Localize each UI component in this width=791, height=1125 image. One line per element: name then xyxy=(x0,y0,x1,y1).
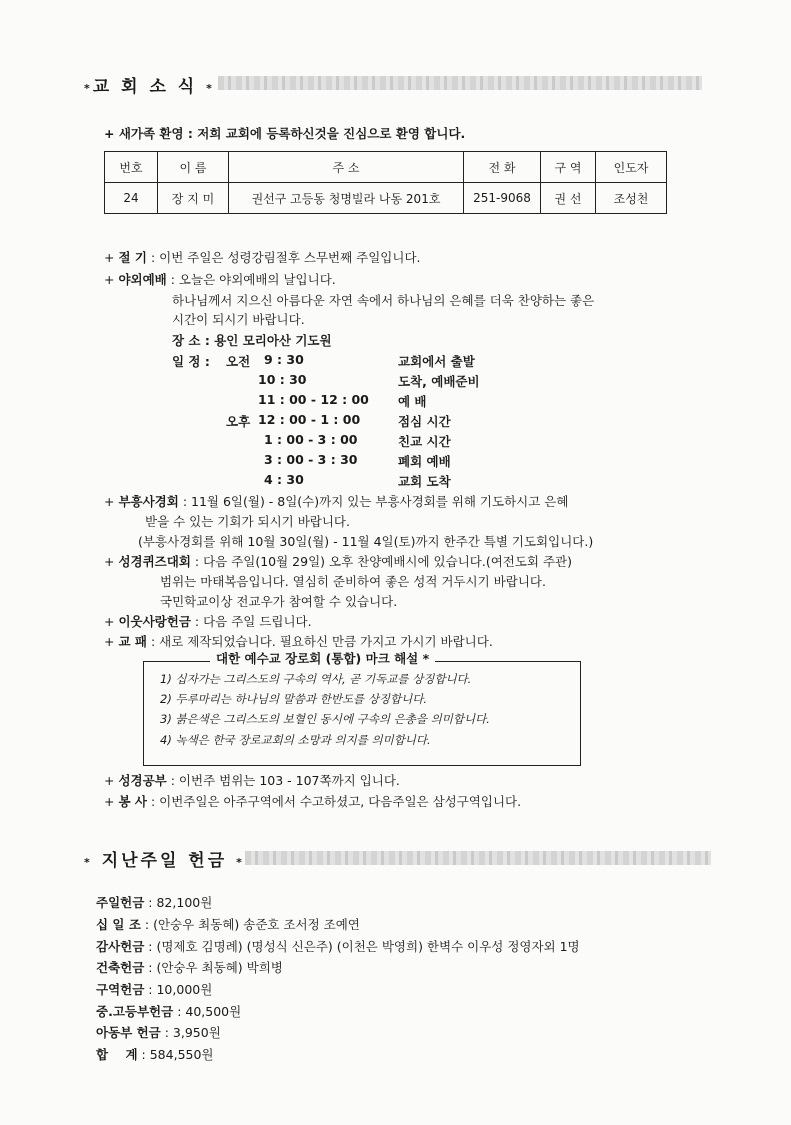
section-heading-news: *교 회 소 식 * xyxy=(84,77,215,97)
table-cell: 권선구 고등동 청명빌라 나동 201호 xyxy=(229,183,464,214)
schedule-time: 1 : 00 - 3 : 00 xyxy=(264,432,358,447)
schedule-time: 9 : 30 xyxy=(264,352,304,367)
schedule-event: 교회에서 출발 xyxy=(398,354,475,369)
table-cell: 조성천 xyxy=(596,183,667,214)
table-header-cell: 번호 xyxy=(105,152,158,183)
mark-item: 2) 두루마리는 하나님의 말씀과 한반도를 상징합니다. xyxy=(160,692,428,706)
schedule-time: 3 : 00 - 3 : 30 xyxy=(264,452,358,467)
table-cell: 24 xyxy=(105,183,158,214)
neighbor-notice: + 이웃사랑헌금 : 다음 주일 드립니다. xyxy=(104,614,312,629)
schedule-event: 점심 시간 xyxy=(398,414,451,429)
star-icon: * xyxy=(84,856,93,869)
decorative-bar xyxy=(218,76,702,90)
quiz-line: 범위는 마태복음입니다. 열심히 준비하여 좋은 성적 거두시기 바랍니다. xyxy=(160,574,546,589)
schedule-time: 10 : 30 xyxy=(258,372,307,387)
schedule-event: 예 배 xyxy=(398,394,427,409)
table-cell: 권 선 xyxy=(541,183,596,214)
outdoor-line: 시간이 되시기 바랍니다. xyxy=(172,312,305,327)
outdoor-notice: + 야외예배 : 오늘은 야외예배의 날입니다. xyxy=(104,272,336,287)
schedule-event: 폐회 예배 xyxy=(398,454,451,469)
schedule-period: 오전 xyxy=(226,354,251,369)
season-notice: + 절 기 : 이번 주일은 성령강림절후 스무번째 주일입니다. xyxy=(104,250,421,265)
table-row xyxy=(105,183,667,214)
offering-line: 건축헌금 : (안숭우 최동혜) 박희병 xyxy=(96,960,283,975)
star-icon: * xyxy=(206,82,215,95)
schedule-event: 교회 도착 xyxy=(398,474,451,489)
schedule-time: 4 : 30 xyxy=(264,472,304,487)
revival-line: 받을 수 있는 기회가 되시기 바랍니다. xyxy=(145,514,350,529)
mark-item: 1) 십자가는 그리스도의 구속의 역사, 곧 기독교를 상징합니다. xyxy=(160,672,472,686)
schedule-time: 11 : 00 - 12 : 00 xyxy=(258,392,369,407)
table-header-cell: 전 화 xyxy=(464,152,541,183)
table-header-cell: 주 소 xyxy=(229,152,464,183)
offering-line: 감사헌금 : (명제호 김명례) (명성식 신은주) (이천은 박영희) 한벽수 이우성 정영자외 1명 xyxy=(96,939,580,954)
mark-item: 4) 녹색은 한국 장로교회의 소망과 의지를 의미합니다. xyxy=(160,733,431,747)
revival-line: (부흥사경회를 위해 10월 30일(월) - 11월 4일(토)까지 한주간 특별 기도회입니다.) xyxy=(138,534,594,549)
offering-line: 아동부 헌금 : 3,950원 xyxy=(96,1025,221,1040)
table-cell: 장 지 미 xyxy=(158,183,229,214)
table-header-row xyxy=(105,152,667,183)
table-cell: 251-9068 xyxy=(464,183,541,214)
section-heading-offering: * 지난주일 헌금 * xyxy=(84,851,245,871)
quiz-notice: + 성경퀴즈대회 : 다음 주일(10월 29일) 오후 찬양예배시에 있습니다.(여전도회 주관) xyxy=(104,554,573,569)
offering-line: 주일헌금 : 82,100원 xyxy=(96,895,213,910)
schedule-period: 오후 xyxy=(226,414,251,429)
table-header-cell: 인도자 xyxy=(596,152,667,183)
schedule-event: 도착, 예배준비 xyxy=(398,374,480,389)
offering-total: 합 계 : 584,550원 xyxy=(96,1047,214,1062)
outdoor-place: 장 소 : 용인 모리아산 기도원 xyxy=(172,333,332,348)
decorative-bar xyxy=(245,851,711,865)
newcomer-table xyxy=(104,151,667,214)
schedule-time: 12 : 00 - 1 : 00 xyxy=(258,412,361,427)
newcomer-heading: + 새가족 환영 : 저희 교회에 등록하신것을 진심으로 환영 합니다. xyxy=(104,126,466,141)
star-icon: * xyxy=(84,82,93,95)
outdoor-line: 하나님께서 지으신 아름다운 자연 속에서 하나님의 은혜를 더욱 찬양하는 좋은 xyxy=(172,293,595,308)
service-notice: + 봉 사 : 이번주일은 아주구역에서 수고하셨고, 다음주일은 삼성구역입니다. xyxy=(104,794,522,809)
bible-study-notice: + 성경공부 : 이번주 범위는 103 - 107쪽까지 입니다. xyxy=(104,773,400,788)
flag-notice: + 교 패 : 새로 제작되었습니다. 필요하신 만큼 가지고 가시기 바랍니다. xyxy=(104,634,493,649)
mark-item: 3) 붉은색은 그리스도의 보혈인 동시에 구속의 은총을 의미합니다. xyxy=(160,712,490,726)
star-icon: * xyxy=(236,856,245,869)
offering-line: 십 일 조 : (안숭우 최동혜) 송준호 조서정 조예연 xyxy=(96,917,360,932)
mark-explanation-title: 대한 예수교 장로회 (통합) 마크 해설 * xyxy=(210,649,435,667)
quiz-line: 국민학교이상 전교우가 참여할 수 있습니다. xyxy=(160,594,398,609)
schedule-event: 친교 시간 xyxy=(398,434,451,449)
offering-line: 중.고등부헌금 : 40,500원 xyxy=(96,1004,242,1019)
schedule-label: 일 정 : xyxy=(172,354,210,369)
table-header-cell: 구 역 xyxy=(541,152,596,183)
revival-notice: + 부흥사경회 : 11월 6일(월) - 8일(수)까지 있는 부흥사경회를 위해 기도하시고 은혜 xyxy=(104,494,569,509)
offering-line: 구역헌금 : 10,000원 xyxy=(96,982,213,997)
table-header-cell: 이 름 xyxy=(158,152,229,183)
